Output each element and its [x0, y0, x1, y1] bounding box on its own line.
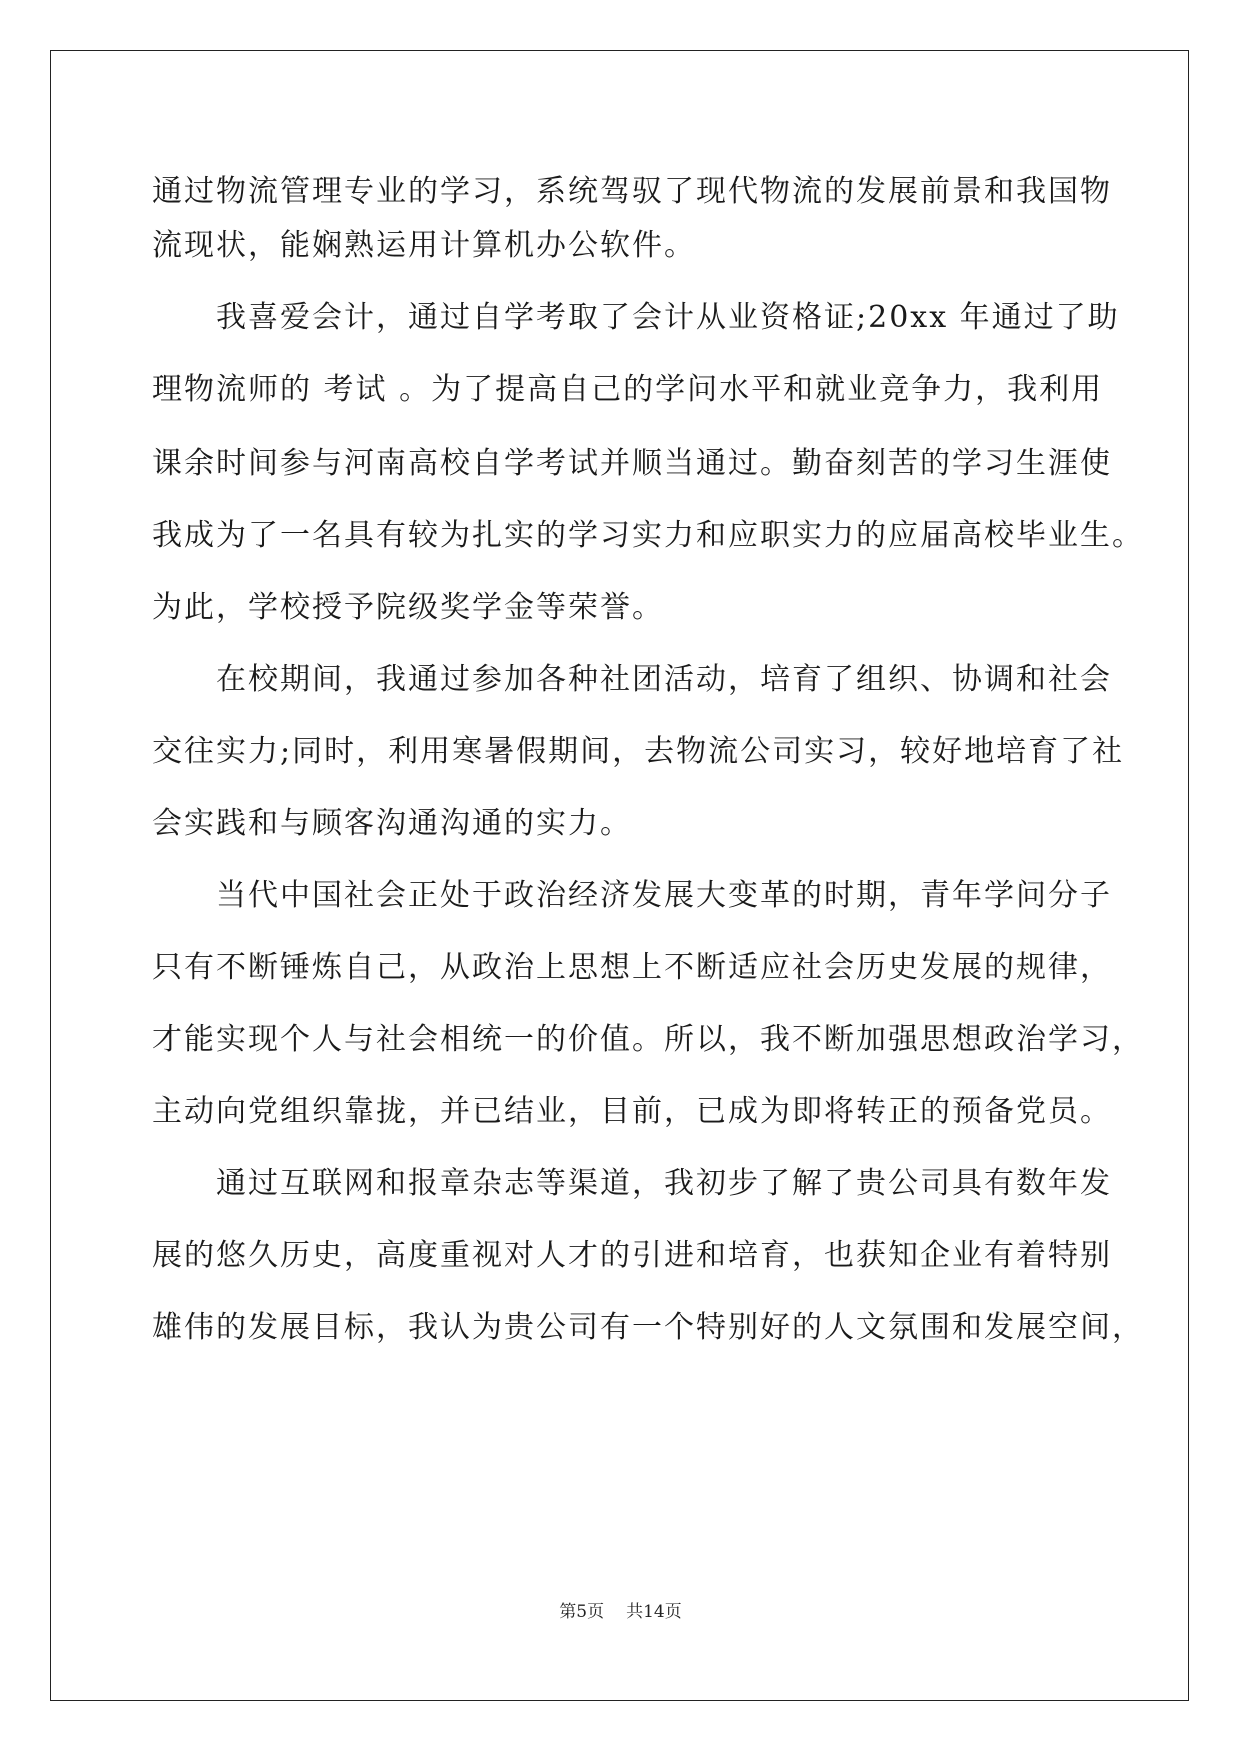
text-line: 当代中国社会正处于政治经济发展大变革的时期，青年学问分子 [216, 878, 1112, 913]
text-line: 我成为了一名具有较为扎实的学习实力和应职实力的应届高校毕业生。 [152, 518, 1144, 553]
page-footer [0, 1597, 1241, 1622]
text-line: 我喜爱会计，通过自学考取了会计从业资格证;20xx 年通过了助 [216, 300, 1120, 335]
text-line: 通过互联网和报章杂志等渠道，我初步了解了贵公司具有数年发 [216, 1166, 1112, 1201]
text-line: 课余时间参与河南高校自学考试并顺当通过。勤奋刻苦的学习生涯使 [152, 446, 1112, 481]
text-line: 才能实现个人与社会相统一的价值。所以，我不断加强思想政治学习， [152, 1022, 1144, 1057]
text-line: 通过物流管理专业的学习，系统驾驭了现代物流的发展前景和我国物 [152, 174, 1112, 209]
text-line: 雄伟的发展目标，我认为贵公司有一个特别好的人文氛围和发展空间， [152, 1310, 1144, 1345]
text-line: 只有不断锤炼自己，从政治上思想上不断适应社会历史发展的规律， [152, 950, 1112, 985]
text-line: 在校期间，我通过参加各种社团活动，培育了组织、协调和社会 [216, 662, 1112, 697]
text-line: 展的悠久历史，高度重视对人才的引进和培育，也获知企业有着特别 [152, 1238, 1112, 1273]
page-number: 第5页 [559, 1602, 605, 1622]
page-total: 共14页 [626, 1602, 682, 1622]
text-line: 交往实力;同时，利用寒暑假期间，去物流公司实习，较好地培育了社 [152, 734, 1125, 769]
text-line: 理物流师的 考试 。为了提高自己的学问水平和就业竞争力，我利用 [152, 372, 1104, 407]
text-line: 流现状，能娴熟运用计算机办公软件。 [152, 228, 696, 263]
text-line: 会实践和与顾客沟通沟通的实力。 [152, 806, 632, 841]
text-line: 为此，学校授予院级奖学金等荣誉。 [152, 590, 664, 625]
text-line: 主动向党组织靠拢，并已结业，目前，已成为即将转正的预备党员。 [152, 1094, 1112, 1129]
